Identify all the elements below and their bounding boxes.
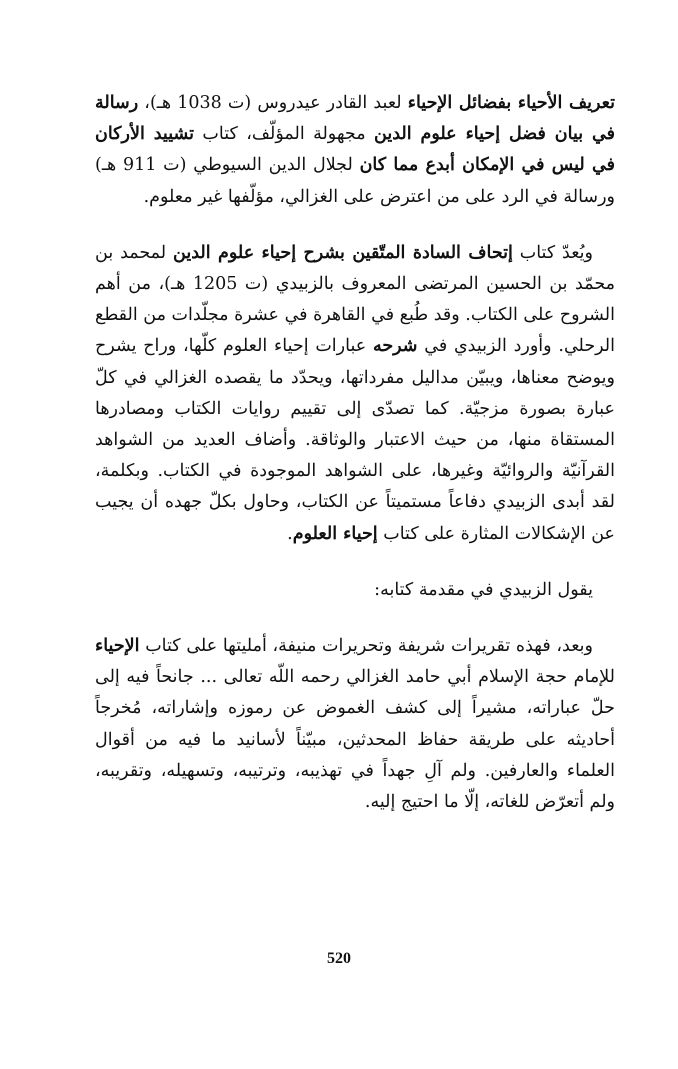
text-segment: لجلال الدين السيوطي (ت 911 هـ) ورسالة في الرد على من اعترض على الغزالي، مؤلّفها غير معلوم.: [95, 155, 615, 207]
page-number: 520: [327, 950, 351, 967]
text-segment: لمحمد بن محمّد بن الحسين المرتضى المعروف بالزبيدي (ت 1205 هـ)، من أهم الشروح على الكتاب. وقد طُبع في القاهرة في عشرة مجلّدات من القطع الرحلي. وأورد الزبيدي في: [95, 242, 616, 357]
paragraph-quote-intro: [95, 575, 615, 606]
text-segment: وبعد، فهذه تقريرات شريفة وتحريرات منيفة، أمليتها على كتاب: [139, 636, 593, 657]
text-segment: الإحياء: [95, 636, 140, 657]
text-segment: عبارات إحياء العلوم كلّها، وراح يشرح ويوضح معناها، ويبيّن مداليل مفرداتها، ويحدّد ما يقصده الغزالي في كلّ عبارة بصورة مزجيّة. كما تصدّى إلى تقييم روايات الكتاب ومصادرها المستقاة منها، من حيث الاعتبار والوثاقة. وأضاف العديد من الشواهد القرآنيّة والروائيّة وغيرها، على الشواهد الموجودة في الكتاب. وبكلمة، لقد أبدى الزبيدي دفاعاً مستميتاً عن الكتاب، وحاول بكلّ جهده أن يجيب عن الإشكالات المثارة على كتاب: [95, 336, 615, 544]
text-segment: للإمام حجة الإسلام أبي حامد الغزالي رحمه اللّه تعالى ... جانحاً فيه إلى حلّ عباراته، مشيراً إلى كشف الغموض عن رموزه وإشاراته، مُخرجاً أحاديثه على طريقة حفاظ المحدثين، مبيّناً لأسانيد ما فيه من أقوال العلماء والعارفين. ولم آلِ جهداً في تهذيبه، وترتيبه، وتسهيله، وتقريبه، ولم أتعرّض للغاته، إلّا ما احتيج إليه.: [95, 667, 615, 813]
text-segment: تعريف الأحياء بفضائل الإحياء: [407, 93, 615, 113]
text-segment: يقول الزبيدي في مقدمة كتابه:: [374, 579, 593, 600]
text-segment: رسالة في بيان فضل إحياء علوم الدين: [95, 93, 615, 145]
text-segment: تشييد الأركان في ليس في الإمكان أبدع مما كان: [95, 124, 615, 176]
text-segment: مجهولة المؤلّف، كتاب: [193, 124, 374, 145]
text-segment: إتحاف السادة المتّقين بشرح إحياء علوم الدين: [173, 242, 513, 263]
text-segment: إحياء العلوم: [292, 523, 378, 544]
paragraph-bibliography: [95, 88, 615, 213]
paragraph-quote: [95, 631, 615, 818]
text-segment: .: [287, 523, 293, 544]
text-segment: ويُعدّ كتاب: [512, 242, 593, 263]
text-segment: لعبد القادر عيدروس (ت 1038 هـ)،: [138, 93, 408, 113]
paragraph-ithaf: [95, 238, 615, 550]
page-body: [95, 88, 615, 843]
text-segment: شرحه: [372, 336, 418, 357]
